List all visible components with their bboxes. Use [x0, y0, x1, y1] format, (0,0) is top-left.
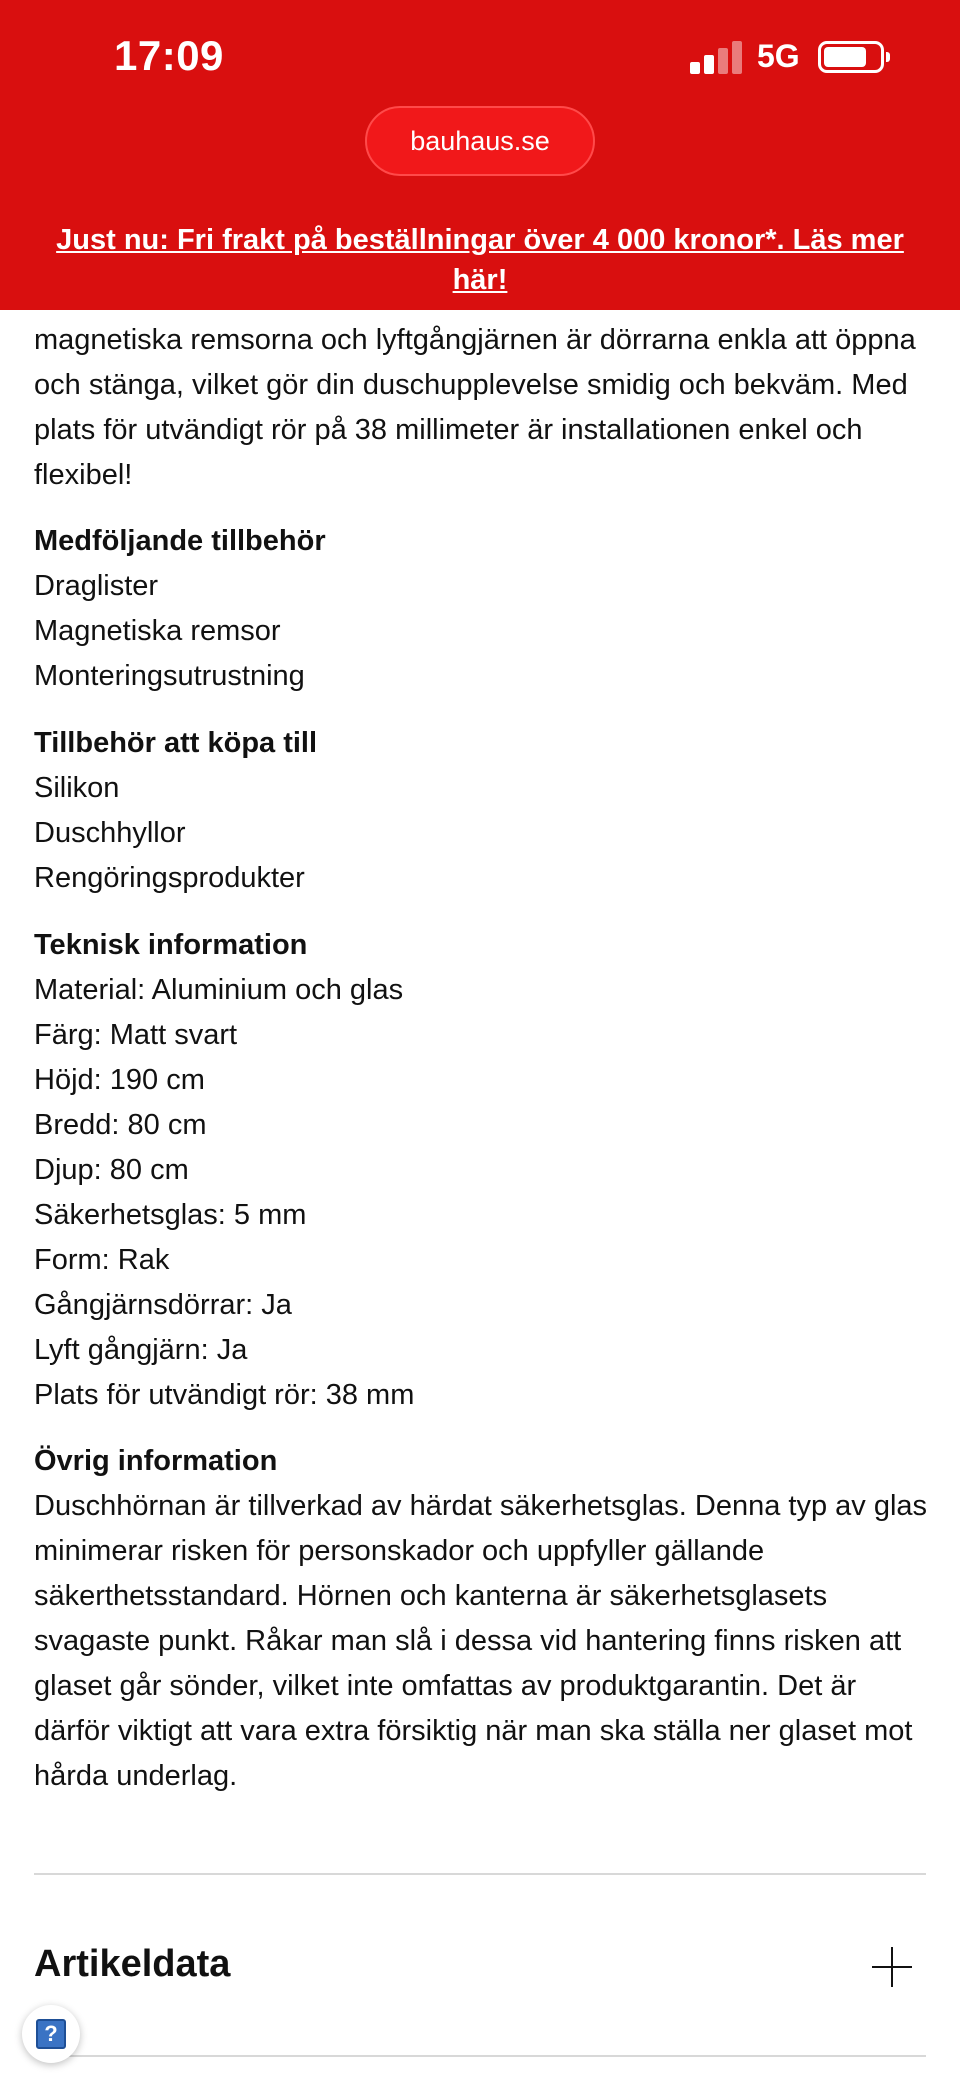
- section-paragraph: Duschhörnan är tillverkad av härdat säkerhetsglas. Denna typ av glas minimerar risken för personskador och uppfyller gällande säkerthetsstandard. Hörnen och kanterna är säkerhetsglasets svagaste punkt. Råkar man slå i dessa vid hantering finns risken att glaset går sönder, vilket inte omfattas av produktgarantin. Det är därför viktigt att vara extra försiktig när man ska ställa ner glaset mot hårda underlag.: [34, 1490, 928, 1792]
- section-technical-information: [34, 923, 934, 1418]
- section-heading: Tillbehör att köpa till: [34, 727, 318, 759]
- accordion-artikeldata[interactable]: [34, 1935, 926, 2015]
- section-other-information: [34, 1439, 934, 1799]
- section-heading: Teknisk information: [34, 929, 308, 961]
- free-shipping-promo-link[interactable]: Just nu: Fri frakt på beställningar över 4 000 kronor*. Läs mer här!: [56, 224, 904, 296]
- spec-item: Lyft gångjärn: Ja: [34, 1334, 248, 1366]
- accordion-title: Artikeldata: [34, 1943, 231, 1985]
- section-included-accessories: [34, 519, 934, 699]
- list-item: Duschhyllor: [34, 817, 186, 849]
- section-heading: Övrig information: [34, 1445, 278, 1477]
- network-type: 5G: [757, 38, 800, 74]
- list-item: Silikon: [34, 772, 120, 804]
- status-bar: [0, 0, 960, 120]
- list-item: Rengöringsprodukter: [34, 862, 305, 894]
- spec-item: Gångjärnsdörrar: Ja: [34, 1289, 292, 1321]
- list-item: Draglister: [34, 570, 159, 602]
- spec-item: Material: Aluminium och glas: [34, 974, 404, 1006]
- spec-item: Säkerhetsglas: 5 mm: [34, 1199, 307, 1231]
- spec-item: Plats för utvändigt rör: 38 mm: [34, 1379, 415, 1411]
- spec-item: Färg: Matt svart: [34, 1019, 238, 1051]
- divider: [34, 1873, 926, 1875]
- help-icon: ?: [36, 2019, 66, 2049]
- help-button[interactable]: [22, 2005, 80, 2063]
- spec-item: Form: Rak: [34, 1244, 170, 1276]
- plus-icon[interactable]: [872, 1947, 912, 1987]
- status-time: 17:09: [114, 32, 224, 79]
- cellular-signal-icon: [690, 40, 744, 74]
- list-item: Magnetiska remsor: [34, 615, 281, 647]
- section-heading: Medföljande tillbehör: [34, 525, 326, 557]
- address-bar[interactable]: bauhaus.se: [365, 106, 595, 176]
- spec-item: Bredd: 80 cm: [34, 1109, 207, 1141]
- spec-item: Djup: 80 cm: [34, 1154, 189, 1186]
- description-intro: magnetiska remsorna och lyftgångjärnen är dörrarna enkla att öppna och stänga, vilket gör din duschupplevelse smidig och bekväm. Med plats för utvändigt rör på 38 millimeter är installationen enkel och flexibel!: [34, 324, 916, 491]
- spec-item: Höjd: 190 cm: [34, 1064, 205, 1096]
- list-item: Monteringsutrustning: [34, 660, 305, 692]
- battery-icon: [818, 41, 884, 73]
- browser-header: [0, 0, 960, 310]
- section-addon-accessories: [34, 721, 934, 901]
- divider: [34, 2055, 926, 2057]
